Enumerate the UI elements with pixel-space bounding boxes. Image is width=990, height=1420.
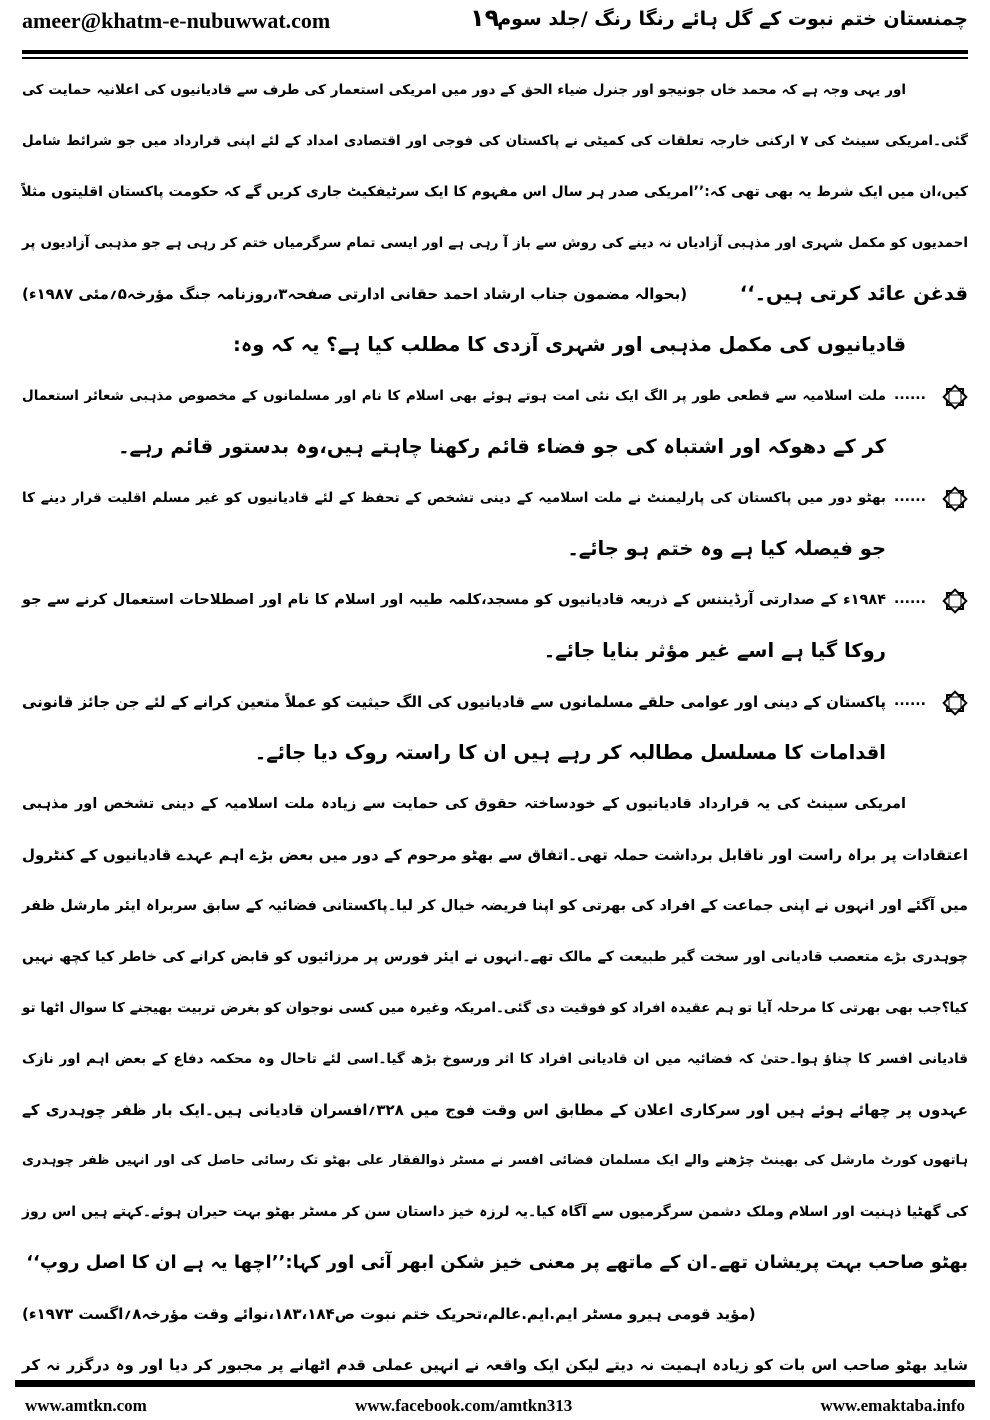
footer-link-facebook[interactable]: www.facebook.com/amtkn313 bbox=[355, 1396, 573, 1415]
paragraph-line: اور یہی وجہ ہے کہ محمد خاں جونیجو اور جنرل ضیاء الحق کے دور میں امریکی استعمار کی طرف سے قادیانیوں کی اعلانیہ حمایت کی bbox=[22, 82, 906, 98]
paragraph-line: کیں،ان میں ایک شرط یہ بھی تھی کہ:’’امریکی صدر ہر سال اس مفہوم کا ایک سرٹیفکیٹ جاری کریں گے کہ حکومت پاکستان اقلیتوں مثلاً bbox=[21, 184, 968, 200]
paragraph-line: بھٹو صاحب بہت پریشان تھے۔ان کے ماتھے پر معنی خیز شکن ابھر آئی اور کہا:’’اچھا یہ ہے ان کا اصل روپ‘‘ bbox=[26, 1252, 968, 1273]
footer-link-amtkn[interactable]: www.amtkn.com bbox=[25, 1396, 147, 1415]
bullet-text: پاکستان کے دینی اور عوامی حلقے مسلمانوں سے قادیانیوں کی الگ حیثیت کو عملاً متعین کرانے کے لئے جن جائز قانونی bbox=[22, 693, 886, 711]
bullet-item bbox=[22, 478, 968, 518]
header-rule-thin bbox=[22, 57, 968, 59]
footer-link-emaktaba[interactable]: www.emaktaba.info bbox=[820, 1396, 965, 1415]
book-title: چمنستان ختم نبوت کے گل ہائے رنگا رنگ /جلد سوم bbox=[497, 8, 968, 30]
page-body bbox=[22, 70, 968, 1385]
paragraph-line: ہاتھوں کورٹ مارشل کی بھینٹ چڑھنے والے ایک مسلمان فضائی افسر نے مسٹر ذوالفقار علی بھٹو تک رسائی حاصل کی اور انہیں ظفر چوہدری bbox=[22, 1153, 968, 1168]
bullet-continuation: اقدامات کا مسلسل مطالبہ کر رہے ہیں ان کا راستہ روک دیا جائے۔ bbox=[254, 741, 886, 764]
paragraph-line: قدغن عائد کرتی ہیں۔‘‘ bbox=[739, 282, 968, 305]
bullet-marker bbox=[888, 486, 968, 512]
header-email: ameer@khatm-e-nubuwwat.com bbox=[22, 8, 331, 33]
question-line: قادیانیوں کی مکمل مذہبی اور شہری آزدی کا مطلب کیا ہے؟ یہ کہ وہ: bbox=[233, 333, 906, 356]
footer-rule bbox=[15, 1380, 975, 1387]
bullet-item bbox=[22, 580, 968, 620]
paragraph-line: گئی۔امریکی سینٹ کی ۷ ارکنی خارجہ تعلقات کی کمیٹی نے پاکستان کی فوجی اور اقتصادی امداد کے لئے اپنی قرارداد میں جو شرائط شامل bbox=[22, 133, 968, 149]
star-icon bbox=[942, 486, 968, 512]
paragraph-line: شاید بھٹو صاحب اس بات کو زیادہ اہمیت نہ دیتے لیکن ایک واقعہ نے انہیں عملی قدم اٹھانے پر مجبور کر دیا اور وہ درگزر نہ کر bbox=[22, 1356, 968, 1374]
paragraph-line: عہدوں پر چھائے ہوئے ہیں اور سرکاری اعلان کے مطابق اس وقت فوج میں ۳۲۸؍افسران قادیانی ہیں۔ایک بار ظفر چوہدری کے bbox=[22, 1101, 968, 1119]
page-header bbox=[0, 0, 990, 50]
bullet-dots: ...... bbox=[894, 591, 926, 607]
paragraph-line: چوہدری بڑے متعصب قادیانی اور سخت گیر طبیعت کے مالک تھے۔انہوں نے ایئر فورس پر مرزائیوں کو قابض کرانے کی خاطر کیا کچھ نہیں bbox=[22, 949, 968, 965]
bullet-text: ۱۹۸۴ء کے صدارتی آرڈیننس کے ذریعہ قادیانیوں کو مسجد،کلمہ طیبہ اور اسلام کا نام اور اصطلاحات استعمال کرنے سے جو bbox=[22, 592, 886, 608]
bullet-continuation: کر کے دھوکہ اور اشتباہ کی جو فضاء قائم رکھنا چاہتے ہیں،وہ بدستور قائم رہے۔ bbox=[118, 435, 886, 458]
paragraph-last-line bbox=[22, 274, 968, 314]
bullet-marker bbox=[888, 690, 968, 716]
bullet-text: ملت اسلامیہ سے قطعی طور پر الگ ایک نئی امت ہوتے ہوئے بھی اسلام کا نام اور مسلمانوں کے مخصوص مذہبی شعائر استعمال bbox=[22, 388, 886, 404]
paragraph-line: احمدیوں کو مکمل شہری اور مذہبی آزادیاں نہ دینے کی روش سے باز آ رہی ہے اور ایسی تمام سرگرمیاں ختم کر رہی ہے جو مذہبی آزادیوں پر bbox=[22, 235, 968, 251]
bullet-marker bbox=[888, 384, 968, 410]
citation-line bbox=[22, 1294, 968, 1334]
bullet-item bbox=[22, 376, 968, 416]
paragraph-line: کیا؟جب بھی بھرتی کا مرحلہ آیا تو ہم عقیدہ افراد کو فوقیت دی گئی۔امریکہ وغیرہ میں کسی نوجوان کو بغرض تربیت بھیجنے کا سوال اٹھا تو bbox=[22, 1000, 968, 1016]
bullet-text: بھٹو دور میں پاکستان کی پارلیمنٹ نے ملت اسلامیہ کے دینی تشخص کے تحفظ کے لئے قادیانیوں کو غیر مسلم اقلیت قرار دینے کا bbox=[22, 490, 886, 506]
bullet-dots: ...... bbox=[894, 387, 926, 403]
paragraph-line: اعتقادات پر براہ راست اور ناقابل برداشت حملہ تھی۔اتفاق سے بھٹو مرحوم کے دور میں بعض بڑے اہم عہدے قادیانیوں کے کنٹرول bbox=[22, 846, 968, 864]
paragraph-line: امریکی سینٹ کی یہ قرارداد قادیانیوں کے خودساختہ حقوق کی حمایت سے زیادہ ملت اسلامیہ کے دینی تشخص اور مذہبی bbox=[22, 796, 906, 812]
paragraph-line: قادیانی افسر کا چناؤ ہوا۔حتیٰ کہ فضائیہ میں ان قادیانی افراد کا اثر ورسوخ بڑھ گیا۔اسی لئے تاحال وہ محکمہ دفاع کے بعض اہم اور نازک bbox=[22, 1051, 968, 1067]
paragraph-line: کی گھٹیا ذہنیت اور اسلام وملک دشمن سرگرمیوں سے آگاہ کیا۔یہ لرزہ خیز داستان سن کر مسٹر بھٹو بہت حیران ہوئے۔کہتے ہیں اس روز bbox=[22, 1204, 969, 1220]
header-rule bbox=[22, 50, 968, 54]
bullet-continuation: جو فیصلہ کیا ہے وہ ختم ہو جائے۔ bbox=[567, 537, 886, 560]
star-icon bbox=[942, 384, 968, 410]
citation: (بحوالہ مضمون جناب ارشاد احمد حقانی ادارتی صفحہ۳،روزنامہ جنگ مؤرخہ۵؍مئی ۱۹۸۷ء) bbox=[22, 285, 688, 303]
bullet-item bbox=[22, 682, 968, 722]
star-icon bbox=[942, 690, 968, 716]
star-icon bbox=[942, 588, 968, 614]
bullet-continuation: روکا گیا ہے اسے غیر مؤثر بنایا جائے۔ bbox=[543, 639, 886, 662]
paragraph-line: میں آگئے اور انہوں نے اپنی جماعت کے افراد کی بھرتی کو اپنا فریضہ خیال کر لیا۔پاکستانی فضائیہ کے سابق سربراہ ایئر مارشل ظفر bbox=[22, 898, 968, 914]
bullet-dots: ...... bbox=[894, 489, 926, 505]
bullet-dots: ...... bbox=[894, 693, 926, 709]
bullet-marker bbox=[888, 588, 968, 614]
citation: (مؤید قومی ہیرو مسٹر ایم.ایم.عالم،تحریک ختم نبوت ص۱۸۳،۱۸۴،نوائے وقت مؤرخہ۸؍اگست ۱۹۷۳ء) bbox=[22, 1305, 756, 1323]
page-number: ۱۹ bbox=[470, 4, 500, 32]
